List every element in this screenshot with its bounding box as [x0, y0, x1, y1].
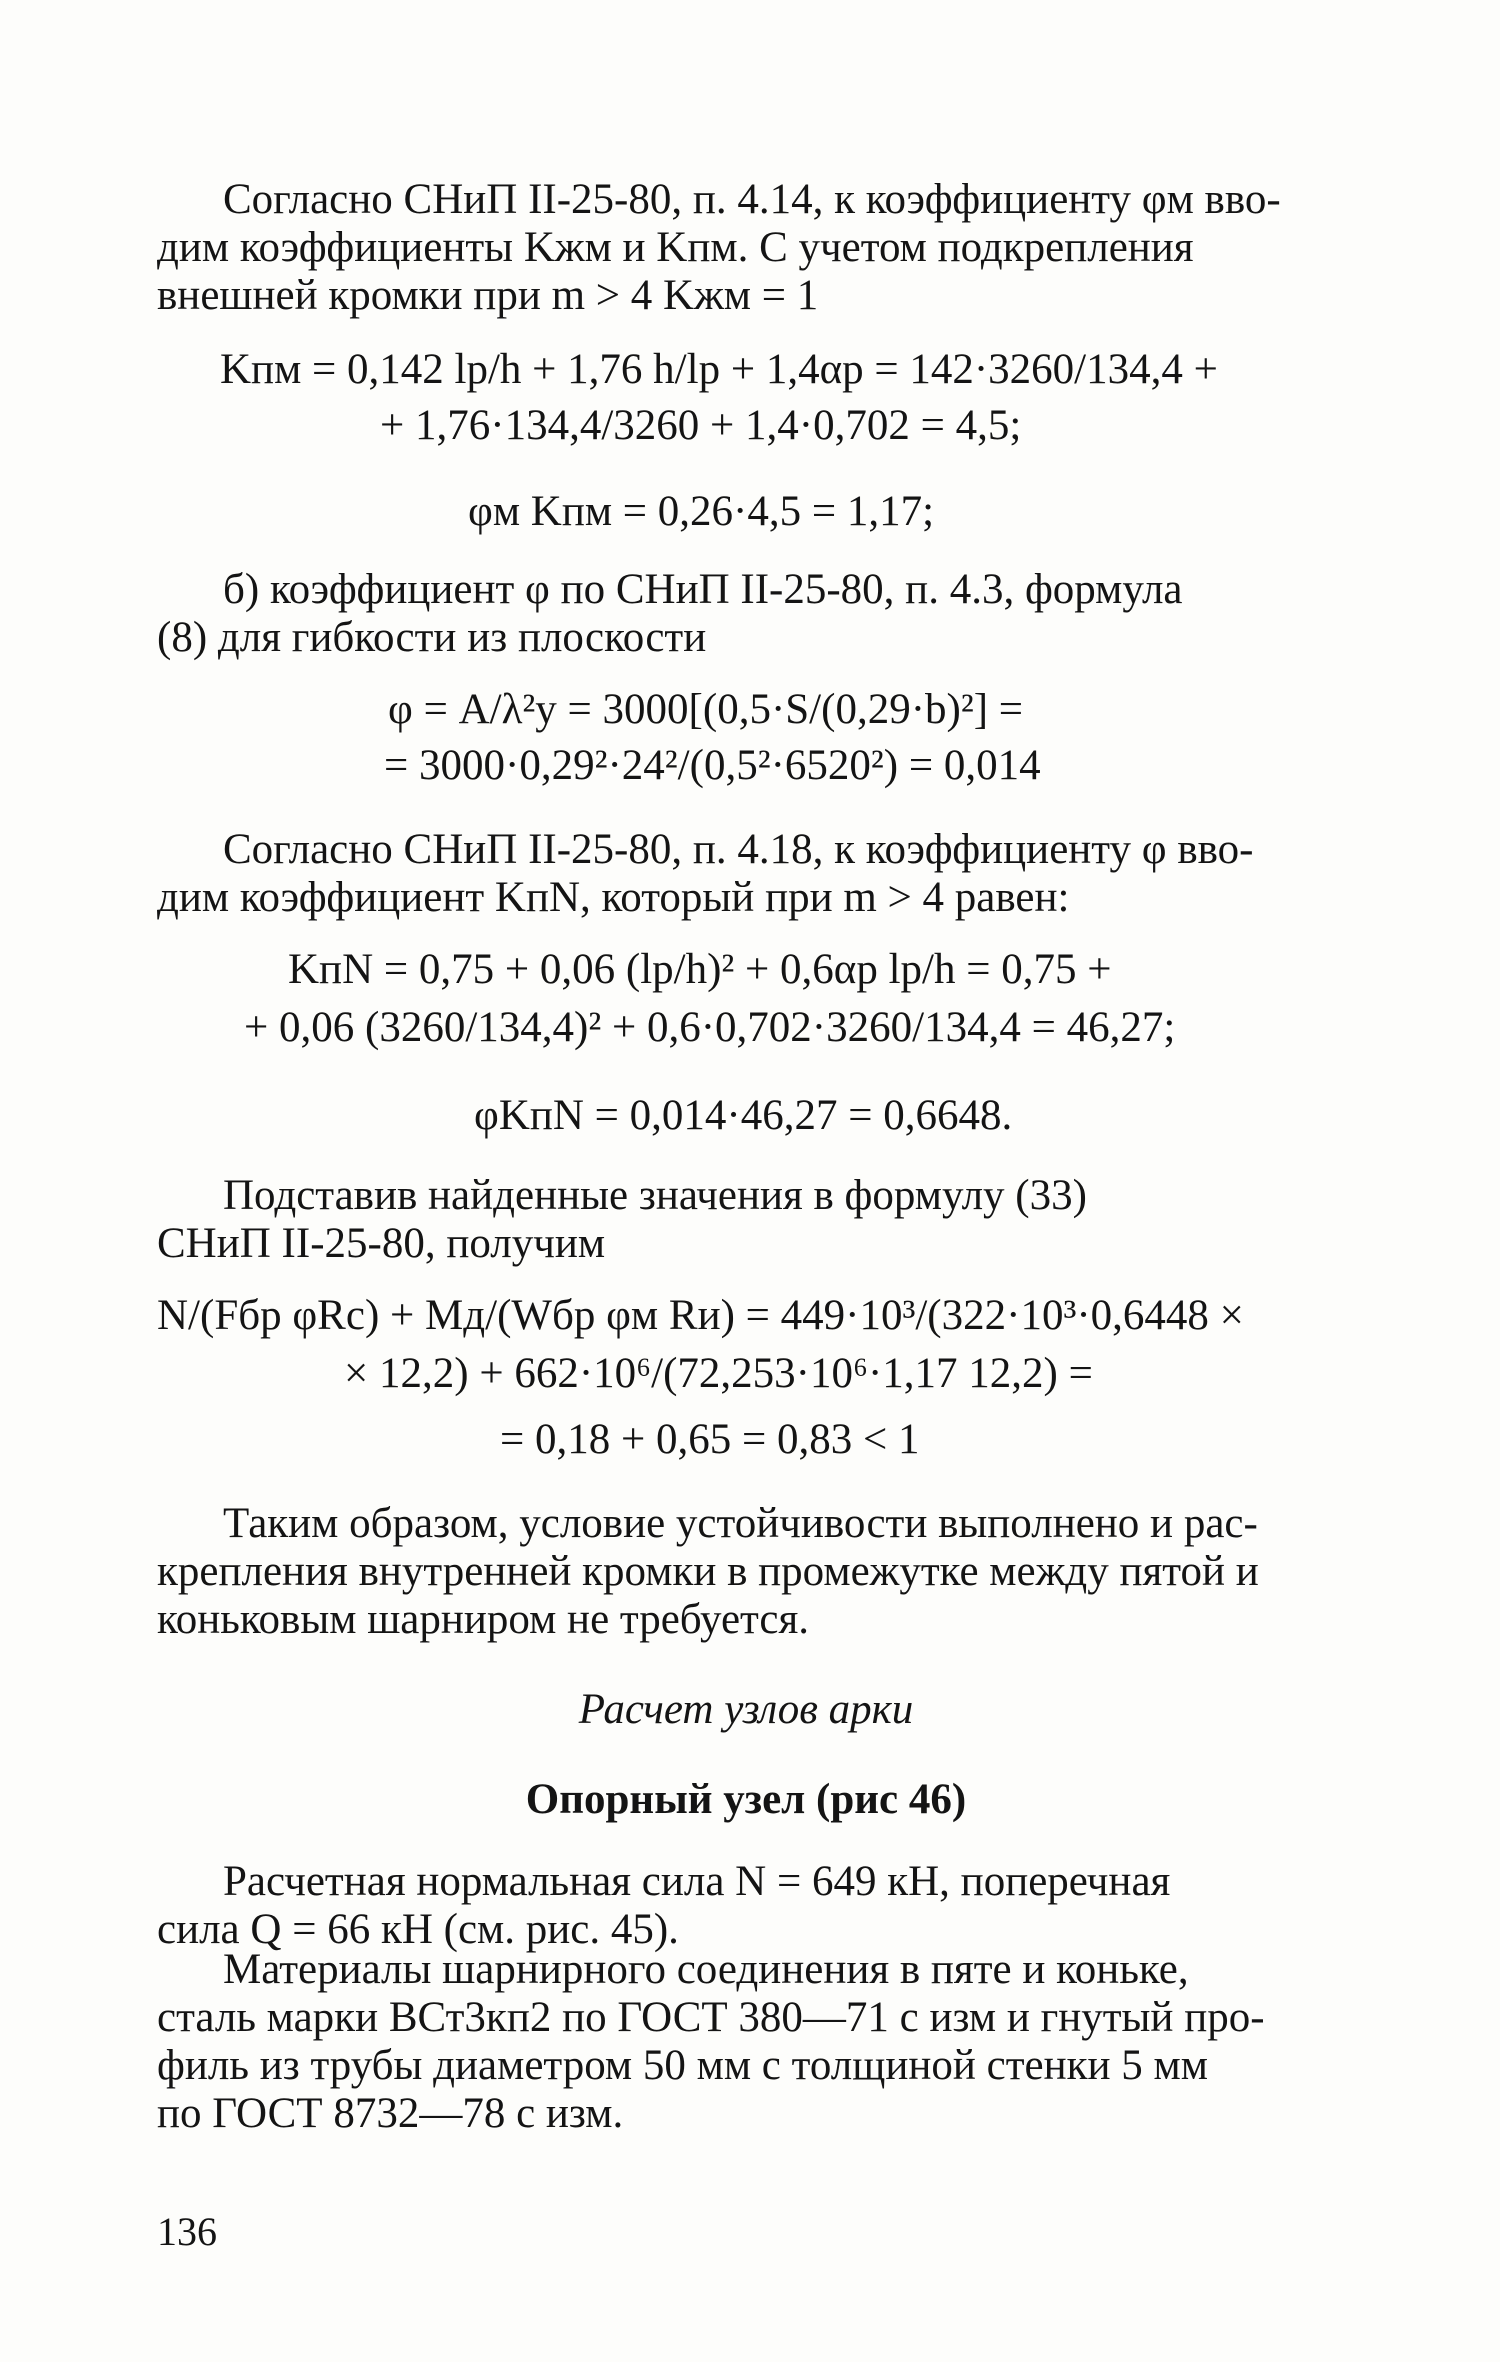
text-line: по ГОСТ 8732—78 с изм. — [157, 2090, 624, 2137]
text-line — [157, 1172, 1335, 1220]
text-line — [157, 1946, 1335, 1994]
equation-text: = 3000·0,29²·24²/(0,5²·6520²) = 0,014 — [384, 742, 1041, 789]
paragraph-kpn-intro — [157, 826, 1335, 922]
line-text: Согласно СНиП II-25-80, п. 4.18, к коэффициенту φ вво- — [223, 826, 1254, 873]
text-line — [157, 826, 1335, 874]
text-line — [157, 1500, 1335, 1548]
equation-text: φ = A/λ²y = 3000[(0,5·S/(0,29·b)²] = — [388, 686, 1024, 733]
paragraph-forces — [157, 1858, 1335, 1954]
paragraph-substitution — [157, 1172, 1335, 1268]
text-line — [157, 176, 1335, 224]
subsection-title — [157, 1776, 1335, 1824]
equation-phi-line2 — [384, 742, 1041, 790]
text-line: сила Q = 66 кН (см. рис. 45). — [157, 1906, 679, 1953]
equation-phim-kpm — [468, 488, 934, 536]
equation-phi-kpn — [474, 1092, 1012, 1140]
text-line: коньковым шарниром не требуется. — [157, 1596, 809, 1643]
text-line: дим коэффициент KпN, который при m > 4 равен: — [157, 874, 1070, 921]
equation-text: × 12,2) + 662·10⁶/(72,253·10⁶·1,17 12,2) = — [344, 1350, 1093, 1397]
text-line: (8) для гибкости из плоскости — [157, 614, 707, 661]
equation-text: φKпN = 0,014·46,27 = 0,6648. — [474, 1092, 1013, 1139]
equation-text: φм Kпм = 0,26·4,5 = 1,17; — [468, 488, 935, 535]
equation-kpm-line2 — [380, 402, 1021, 450]
equation-text: Kпм = 0,142 lр/h + 1,76 h/lр + 1,4αр = 142·3260/134,4 + — [220, 346, 1218, 393]
equation-phi-line1 — [388, 686, 1023, 734]
line-text: Таким образом, условие устойчивости выполнено и рас- — [223, 1500, 1258, 1547]
equation-text: + 1,76·134,4/3260 + 1,4·0,702 = 4,5; — [380, 402, 1022, 449]
line-text: Расчетная нормальная сила N = 649 кН, поперечная — [223, 1858, 1171, 1905]
line-text: б) коэффициент φ по СНиП II-25-80, п. 4.3, формула — [223, 566, 1183, 613]
text-line — [157, 566, 1335, 614]
text-line: сталь марки ВСт3кп2 по ГОСТ 380—71 с изм и гнутый про- — [157, 1994, 1265, 2041]
line-text: Согласно СНиП II-25-80, п. 4.14, к коэффициенту φм вво- — [223, 176, 1281, 223]
text-line — [157, 1858, 1335, 1906]
paragraph-conclusion — [157, 1500, 1335, 1644]
paragraph-materials — [157, 1946, 1335, 2138]
equation-stability-line1 — [157, 1292, 1244, 1340]
equation-kpn-line2 — [244, 1004, 1175, 1052]
line-text: Материалы шарнирного соединения в пяте и коньке, — [223, 1946, 1189, 1993]
text-line: филь из трубы диаметром 50 мм с толщиной стенки 5 мм — [157, 2042, 1208, 2089]
equation-text: N/(Fбр φRс) + Mд/(Wбр φм Rи) = 449·10³/(322·10³·0,6448 × — [157, 1292, 1244, 1339]
section-title: Расчет узлов арки — [578, 1686, 914, 1733]
text-line: внешней кромки при m > 4 Kжм = 1 — [157, 272, 819, 319]
paragraph-phi-coefficient — [157, 566, 1335, 662]
page-number: 136 — [157, 2209, 217, 2254]
equation-text: = 0,18 + 0,65 = 0,83 < 1 — [500, 1416, 920, 1463]
equation-stability-line3 — [500, 1416, 920, 1464]
equation-text: KпN = 0,75 + 0,06 (lр/h)² + 0,6αр lр/h = 0,75 + — [288, 946, 1112, 993]
equation-text: + 0,06 (3260/134,4)² + 0,6·0,702·3260/134,4 = 46,27; — [244, 1004, 1176, 1051]
subsection-title-text: Опорный узел (рис 46) — [525, 1776, 967, 1823]
equation-stability-line2 — [344, 1350, 1093, 1398]
text-line: крепления внутренней кромки в промежутке между пятой и — [157, 1548, 1259, 1595]
paragraph-kzhm — [157, 176, 1335, 320]
line-text: Подставив найденные значения в формулу (33) — [223, 1172, 1087, 1219]
equation-kpn-line1 — [288, 946, 1111, 994]
equation-kpm-line1 — [220, 346, 1218, 394]
text-line: СНиП II-25-80, получим — [157, 1220, 606, 1267]
text-line: дим коэффициенты Kжм и Kпм. С учетом подкрепления — [157, 224, 1194, 271]
